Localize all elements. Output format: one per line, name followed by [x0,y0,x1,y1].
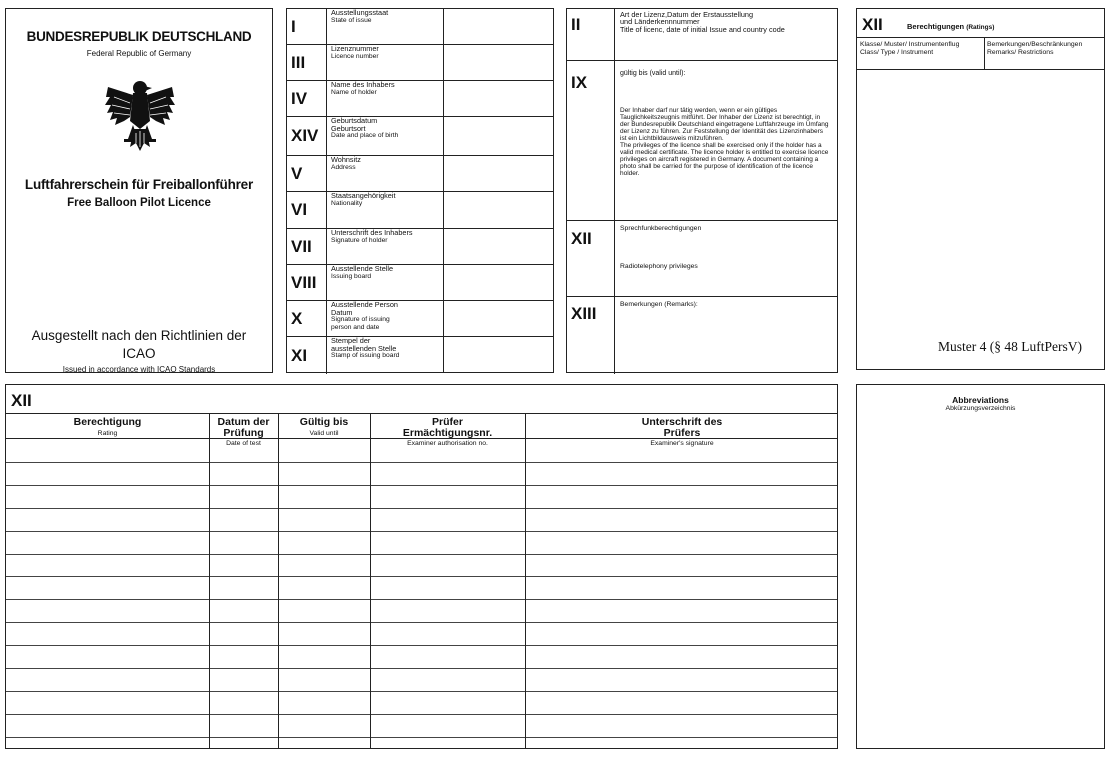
rating-table-body [6,439,837,748]
field-label-en: State of issue [331,16,372,24]
table-row [6,508,837,509]
ratings-title-en: (Ratings) [966,24,995,31]
holder-fields-panel [286,8,554,373]
field-label-en: Licence number [331,52,379,60]
table-row [6,599,837,600]
field-label-de: Ausstellungsstaat [331,8,389,17]
column-divider [209,413,210,748]
field-label-en: Name of holder [331,88,377,96]
field-ii [567,9,837,61]
column-label-de: Berechtigung [73,416,142,428]
table-row [6,554,837,555]
holder-field-row [287,192,553,229]
column-label-en: Date of test [226,440,261,447]
form-reference: Muster 4 (§ 48 LuftPersV) [938,339,1082,354]
rating-table-column-header [278,414,370,438]
ratings-header [857,37,1104,70]
field-label-de: Geburtsdatum Geburtsort [331,116,378,133]
field-label-en: Title of licenc, date of initial Issue and country code [620,24,785,34]
field-label-de: Ausstellende Person Datum [331,300,398,317]
field-number: VII [287,229,327,264]
licence-title-en: Free Balloon Pilot Licence [67,197,211,209]
table-row [6,645,837,646]
valid-until-label: gültig bis (valid until): [620,70,686,77]
field-number: XIV [287,117,327,155]
field-label-en: Issuing board [331,272,372,280]
table-row [6,737,837,738]
column-divider [278,413,279,748]
table-row [6,576,837,577]
table-row [6,622,837,623]
rating-table-panel [5,384,838,749]
field-label-en: Nationality [331,199,363,207]
rating-table-column-header [6,414,209,438]
column-divider [370,413,371,748]
field-xiii [567,297,837,374]
column-label-de: Unterschrift des Prüfers [641,416,723,439]
ratings-title: Berechtigungen [907,22,965,31]
ratings-panel [856,8,1105,370]
privileges-text-de: Der Inhaber darf nur tätig werden, wenn er ein gültiges Tauglichkeitszeugnis mitführt. Der Inhaber der Lizenz ist berechtigt, in der Bundesrepublik Deutschland eingetragene Luftfahrzeuge im Umfang der Lizenz zu führen. Zur Feststellung der Identität des Lizenzinhabers ist ein Lichtbildausweis mitzuführen. [620,107,829,142]
country-name-en: Federal Republic of Germany [86,49,192,58]
holder-field-row [287,229,553,265]
field-label-de: Ausstellende Stelle [331,264,394,273]
field-number: XII [567,221,615,296]
field-label-de: Unterschrift des Inhabers [331,228,413,237]
privileges-text-en: The privileges of the licence shall be exercised only if the holder has a valid medical certificate. The licence holder is entitled to exercise licence privileges on aircraft registered in Germany. A document containing a photo shall be carried for the purpose of identification of the licence holder. [620,142,829,177]
field-number: XIII [567,297,615,374]
table-row [6,485,837,486]
issued-statement-en: Issued in accordance with ICAO Standards [62,365,216,374]
column-label-en: Rating [97,429,118,437]
column-divider [525,413,526,748]
holder-field-row [287,265,553,301]
abbreviations-title: Abbreviations [952,395,1009,405]
section-number: XII [11,391,32,410]
field-label-de: Wohnsitz [331,155,361,164]
table-row [6,668,837,669]
field-label-de: Lizenznummer [331,44,379,53]
column-label-de: Datum der Prüfung [217,416,270,439]
column-label-en: Valid until [309,429,339,437]
licence-details-panel [566,8,838,373]
holder-field-row [287,156,553,192]
table-row [6,462,837,463]
field-label-de: Name des Inhabers [331,80,395,89]
table-row [6,691,837,692]
class-type-header: Klasse/ Muster/ Instrumentenflug Class/ Type / Instrument [860,41,960,56]
column-label-de: Gültig bis [299,416,349,428]
holder-field-row [287,45,553,81]
federal-eagle-icon [102,75,178,155]
field-number: IV [287,81,327,116]
holder-field-row [287,9,553,45]
field-label-de: Staatsangehörigkeit [331,191,396,200]
country-name: BUNDESREPUBLIK DEUTSCHLAND [26,29,252,44]
column-label-en: Examiner's signature [650,440,714,447]
field-label-en: Signature of holder [331,236,388,244]
section-number: XII [862,15,883,34]
radio-privileges-label-de: Sprechfunkberechtigungen [620,225,702,232]
remarks-label: Bemerkungen (Remarks): [620,301,698,308]
cover-panel [5,8,273,373]
field-number: VIII [287,265,327,300]
rating-table-column-header [209,414,278,447]
field-label-de: Art der Lizenz,Datum der Erstausstellung und Länderkennnummer [620,10,754,27]
field-number: VI [287,192,327,228]
field-xii [567,221,837,297]
table-row [6,531,837,532]
issued-statement: Ausgestellt nach den Richtlinien der ICAO [31,328,247,361]
licence-title: Luftfahrerschein für Freiballonführer [24,177,254,192]
field-label-en: Signature of issuing person and date [331,316,390,331]
field-label-en: Address [331,163,356,171]
field-number: X [287,301,327,336]
holder-field-row [287,117,553,156]
radio-privileges-label-en: Radiotelephony privileges [620,263,698,270]
field-number: XI [287,337,327,374]
holder-field-row [287,337,553,374]
field-label-en: Stamp of issuing board [331,352,400,360]
abbreviations-panel [856,384,1105,749]
remarks-restrictions-header: Bemerkungen/Beschränkungen Remarks/ Restrictions [987,41,1083,56]
abbreviations-title-de: Abkürzungsverzeichnis [945,405,1016,412]
column-label-de: Prüfer Ermächtigungsnr. [402,416,493,439]
field-number: V [287,156,327,191]
field-label-de: Stempel der ausstellenden Stelle [331,336,397,353]
field-label-en: Date and place of birth [331,132,399,140]
holder-field-row [287,301,553,337]
column-label-en: Examiner authorisation no. [407,440,488,447]
field-number: III [287,45,327,80]
rating-table-column-header [525,414,839,447]
field-number: II [567,9,615,60]
rating-table-header [6,413,837,447]
field-number: I [287,9,327,44]
field-ix [567,61,837,221]
field-number: IX [567,61,615,220]
rating-table-column-header [370,414,525,447]
holder-field-row [287,81,553,117]
table-row [6,714,837,715]
